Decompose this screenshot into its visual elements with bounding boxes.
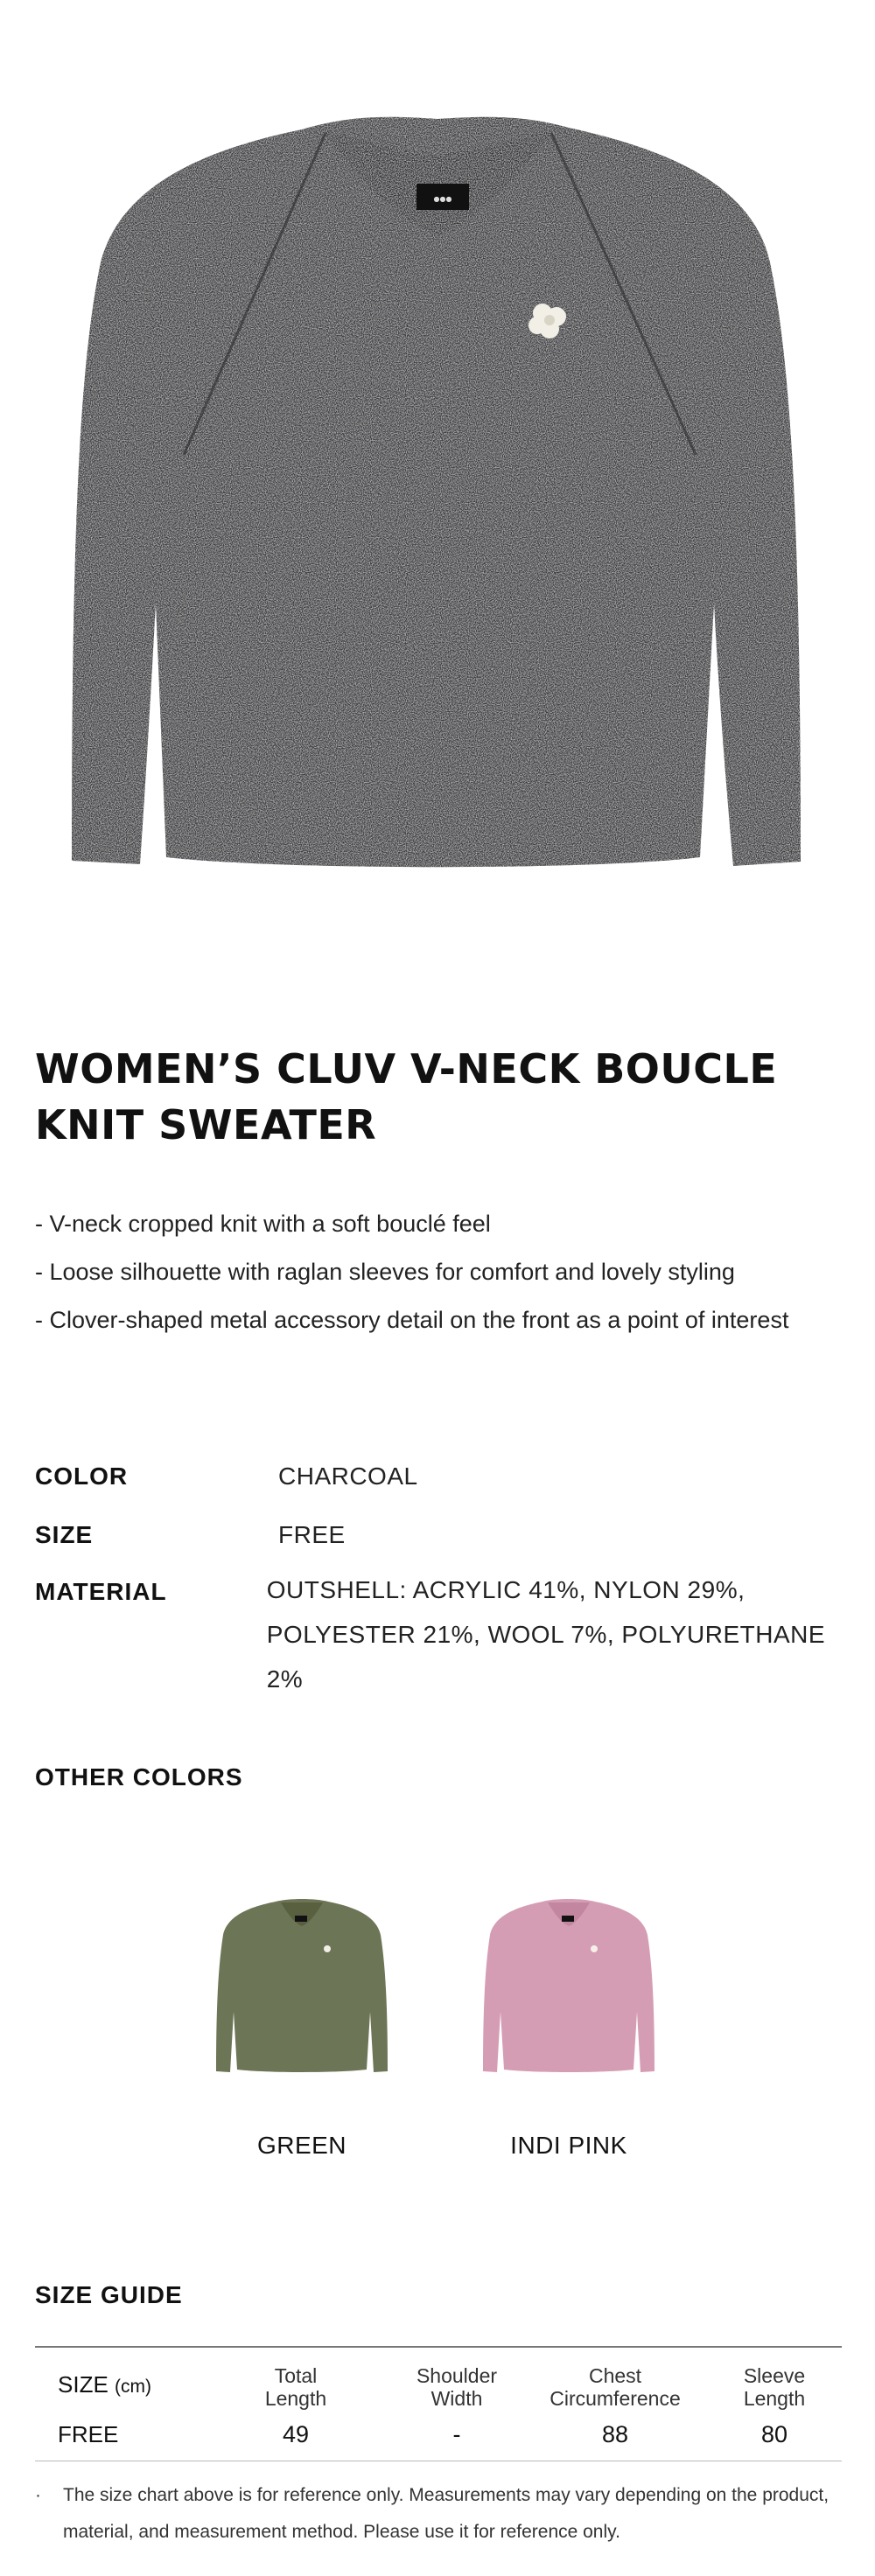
header-line: Shoulder bbox=[416, 2364, 498, 2387]
table-header-shoulder-width bbox=[404, 2364, 509, 2410]
table-value-shoulder-width: - bbox=[452, 2421, 461, 2447]
spec-value: CHARCOAL bbox=[278, 1463, 418, 1490]
spec-row-color bbox=[35, 1463, 840, 1490]
other-colors-title: OTHER COLORS bbox=[35, 1763, 243, 1791]
pink-sweater-thumbnail bbox=[472, 1889, 665, 2091]
header-line: Length bbox=[743, 2387, 806, 2410]
table-top-rule bbox=[35, 2346, 842, 2348]
size-guide-title: SIZE GUIDE bbox=[35, 2281, 183, 2308]
spec-label: COLOR bbox=[35, 1463, 129, 1490]
header-line: Sleeve bbox=[743, 2364, 806, 2387]
table-value-chest-circumference: 88 bbox=[601, 2421, 629, 2447]
spec-row-size bbox=[35, 1521, 840, 1549]
header-line: Total bbox=[274, 2364, 318, 2387]
table-row-label: FREE bbox=[58, 2421, 119, 2447]
spec-label: SIZE bbox=[35, 1521, 94, 1548]
note-line: material, and measurement method. Please use it for reference only. bbox=[63, 2522, 620, 2542]
svg-text:●●●: ●●● bbox=[433, 195, 452, 203]
header-line: Length bbox=[264, 2387, 327, 2410]
note-line: The size chart above is for reference only. Measurements may vary depending on the product, bbox=[63, 2485, 830, 2505]
description-list bbox=[35, 1200, 788, 1344]
size-guide-note bbox=[35, 2477, 849, 2551]
spec-value bbox=[267, 1567, 840, 1701]
description-item: - Clover-shaped metal accessory detail on the front as a point of interest bbox=[35, 1307, 789, 1333]
header-line: Width bbox=[430, 2387, 483, 2410]
color-option-label: INDI PINK bbox=[510, 2132, 627, 2159]
table-value-sleeve-length: 80 bbox=[760, 2421, 788, 2447]
material-line: OUTSHELL: ACRYLIC 41%, NYLON 29%, bbox=[266, 1576, 746, 1603]
table-header-total-length bbox=[248, 2364, 344, 2410]
color-option-indi-pink[interactable] bbox=[472, 1889, 665, 2160]
product-image bbox=[0, 0, 875, 962]
color-option-green[interactable] bbox=[206, 1889, 398, 2160]
product-title: WOMEN’S CLUV V-NECK BOUCLE KNIT SWEATER bbox=[35, 1045, 778, 1148]
size-header-unit: (cm) bbox=[115, 2377, 152, 2397]
table-value-total-length: 49 bbox=[282, 2421, 310, 2447]
header-line: Chest bbox=[588, 2364, 642, 2387]
material-line: POLYESTER 21%, WOOL 7%, POLYURETHANE 2% bbox=[266, 1621, 826, 1693]
table-header-sleeve-length bbox=[726, 2364, 822, 2410]
green-sweater-thumbnail bbox=[206, 1889, 398, 2091]
table-header-chest-circumference bbox=[541, 2364, 690, 2410]
spec-value: FREE bbox=[278, 1521, 346, 1548]
spec-label: MATERIAL bbox=[35, 1578, 167, 1605]
spec-row-material bbox=[35, 1578, 840, 1701]
size-header bbox=[58, 2371, 151, 2398]
note-bullet: · bbox=[35, 2485, 41, 2505]
header-line: Circumference bbox=[550, 2387, 681, 2410]
description-item: - Loose silhouette with raglan sleeves for comfort and lovely styling bbox=[35, 1259, 735, 1285]
size-header-label: SIZE bbox=[58, 2371, 108, 2398]
description-item: - V-neck cropped knit with a soft bouclé feel bbox=[35, 1211, 491, 1237]
color-option-label: GREEN bbox=[256, 2132, 347, 2159]
